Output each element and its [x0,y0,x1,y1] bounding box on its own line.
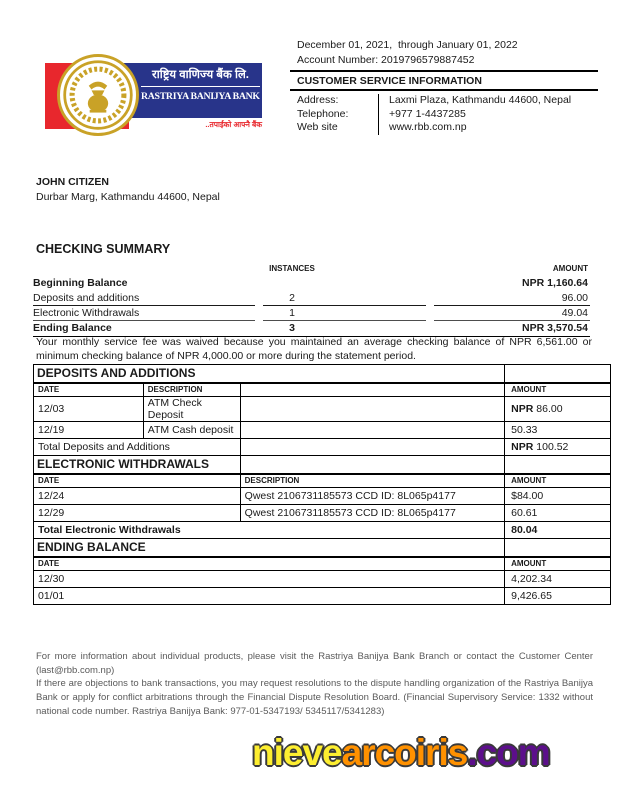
ending-balance-title: ENDING BALANCE [34,539,505,557]
bank-name-block [141,66,283,104]
website-label: Web site [297,121,338,133]
withdrawal-row: 12/29 Qwest 2106731185573 CCD ID: 8L065p4177 60.61 [34,505,611,522]
watermark-part-3: .com [467,732,550,773]
website-value: www.rbb.com.np [389,121,467,133]
deposit-row: 12/03 ATM Check Deposit NPR 86.00 [34,397,611,422]
customer-service-title: CUSTOMER SERVICE INFORMATION [290,72,598,91]
date-header: DATE [34,474,241,488]
ending-balance-header-row [34,557,611,571]
summary-row-ending-balance: Ending Balance 3 NPR 3,570.54 [33,322,588,334]
bank-name-english: RASTRIYA BANIJYA BANK LTD. [141,86,260,104]
address-label: Address: [297,94,339,106]
customer-address: Durbar Marg, Kathmandu 44600, Nepal [36,191,220,203]
account-number: Account Number: 2019796579887452 [297,54,475,66]
ending-balance-row: 01/01 9,426.65 [34,588,611,605]
withdrawals-total-row: Total Electronic Withdrawals 80.04 [34,522,611,539]
footer-note-products: For more information about individual products, please visit the Rastriya Banijya Bank Branch or contact the Customer Center (last@rbb.com.np) [36,651,593,676]
summary-row-withdrawals: Electronic Withdrawals 1 49.04 [33,307,588,319]
withdrawals-header-row [34,474,611,488]
watermark-part-1: nieve [252,732,342,773]
customer-service-values [378,94,598,135]
transactions-table [33,364,611,605]
summary-row-beginning-balance: Beginning Balance NPR 1,160.64 [33,277,588,289]
instances-column-header: INSTANCES [269,264,315,273]
deposits-section-title-row [34,365,611,383]
service-fee-note: Your monthly service fee was waived because you maintained an average checking balance of NPR 6,561.00 or minimum checking balance of NPR 4,000.00 or more during the statement period. [36,336,592,362]
amount-header: AMOUNT [505,474,611,488]
customer-service-labels [290,94,378,135]
withdrawal-row: 12/24 Qwest 2106731185573 CCD ID: 8L065p4177 $84.00 [34,488,611,505]
bank-emblem-icon [61,58,135,132]
bank-emblem [57,54,139,136]
watermark-part-2: arcoiris [341,732,468,773]
customer-name: JOHN CITIZEN [36,176,109,188]
deposit-row: 12/19 ATM Cash deposit 50.33 [34,422,611,439]
bank-tagline: ..तपाईंको आफ्नै बैंक [205,120,262,129]
amount-header: AMOUNT [505,557,611,571]
ending-balance-section-title-row [34,539,611,557]
checking-summary-title: CHECKING SUMMARY [36,242,171,256]
deposits-title: DEPOSITS AND ADDITIONS [34,365,505,383]
date-header: DATE [34,557,505,571]
date-header: DATE [34,383,144,397]
telephone-value: +977 1-4437285 [389,107,466,120]
deposits-header-row [34,383,611,397]
site-watermark [252,731,550,775]
description-header: DESCRIPTION [240,474,504,488]
summary-row-deposits: Deposits and additions 2 96.00 [33,292,588,304]
deposits-total-row: Total Deposits and Additions NPR 100.52 [34,439,611,456]
amount-header: AMOUNT [505,383,611,397]
checking-summary-table [33,259,590,337]
customer-service-info [290,70,598,139]
telephone-label: Telephone: [297,107,349,120]
statement-period: December 01, 2021, through January 01, 2022 [297,39,518,51]
amount-column-header: AMOUNT [552,264,588,273]
address-value: Laxmi Plaza, Kathmandu 44600, Nepal [389,94,572,106]
withdrawals-section-title-row [34,456,611,474]
summary-header-row [33,259,590,276]
bank-name-devanagari: राष्ट्रिय वाणिज्य बैंक लि. [152,69,249,81]
withdrawals-title: ELECTRONIC WITHDRAWALS [34,456,241,474]
footer-note-disputes: If there are objections to bank transactions, you may request resolutions to the dispute handling organization of the Rastriya Banijya Bank or apply for conflict arbitrations through the Financial Dispute Resolution Board. (Financial Supervisory Service: 1332 without national code number. Rastriya Banijya Bank: 977-01-5347193/ 5345117/5341283) [36,678,593,717]
description-header: DESCRIPTION [143,383,240,397]
ending-balance-row: 12/30 4,202.34 [34,571,611,588]
